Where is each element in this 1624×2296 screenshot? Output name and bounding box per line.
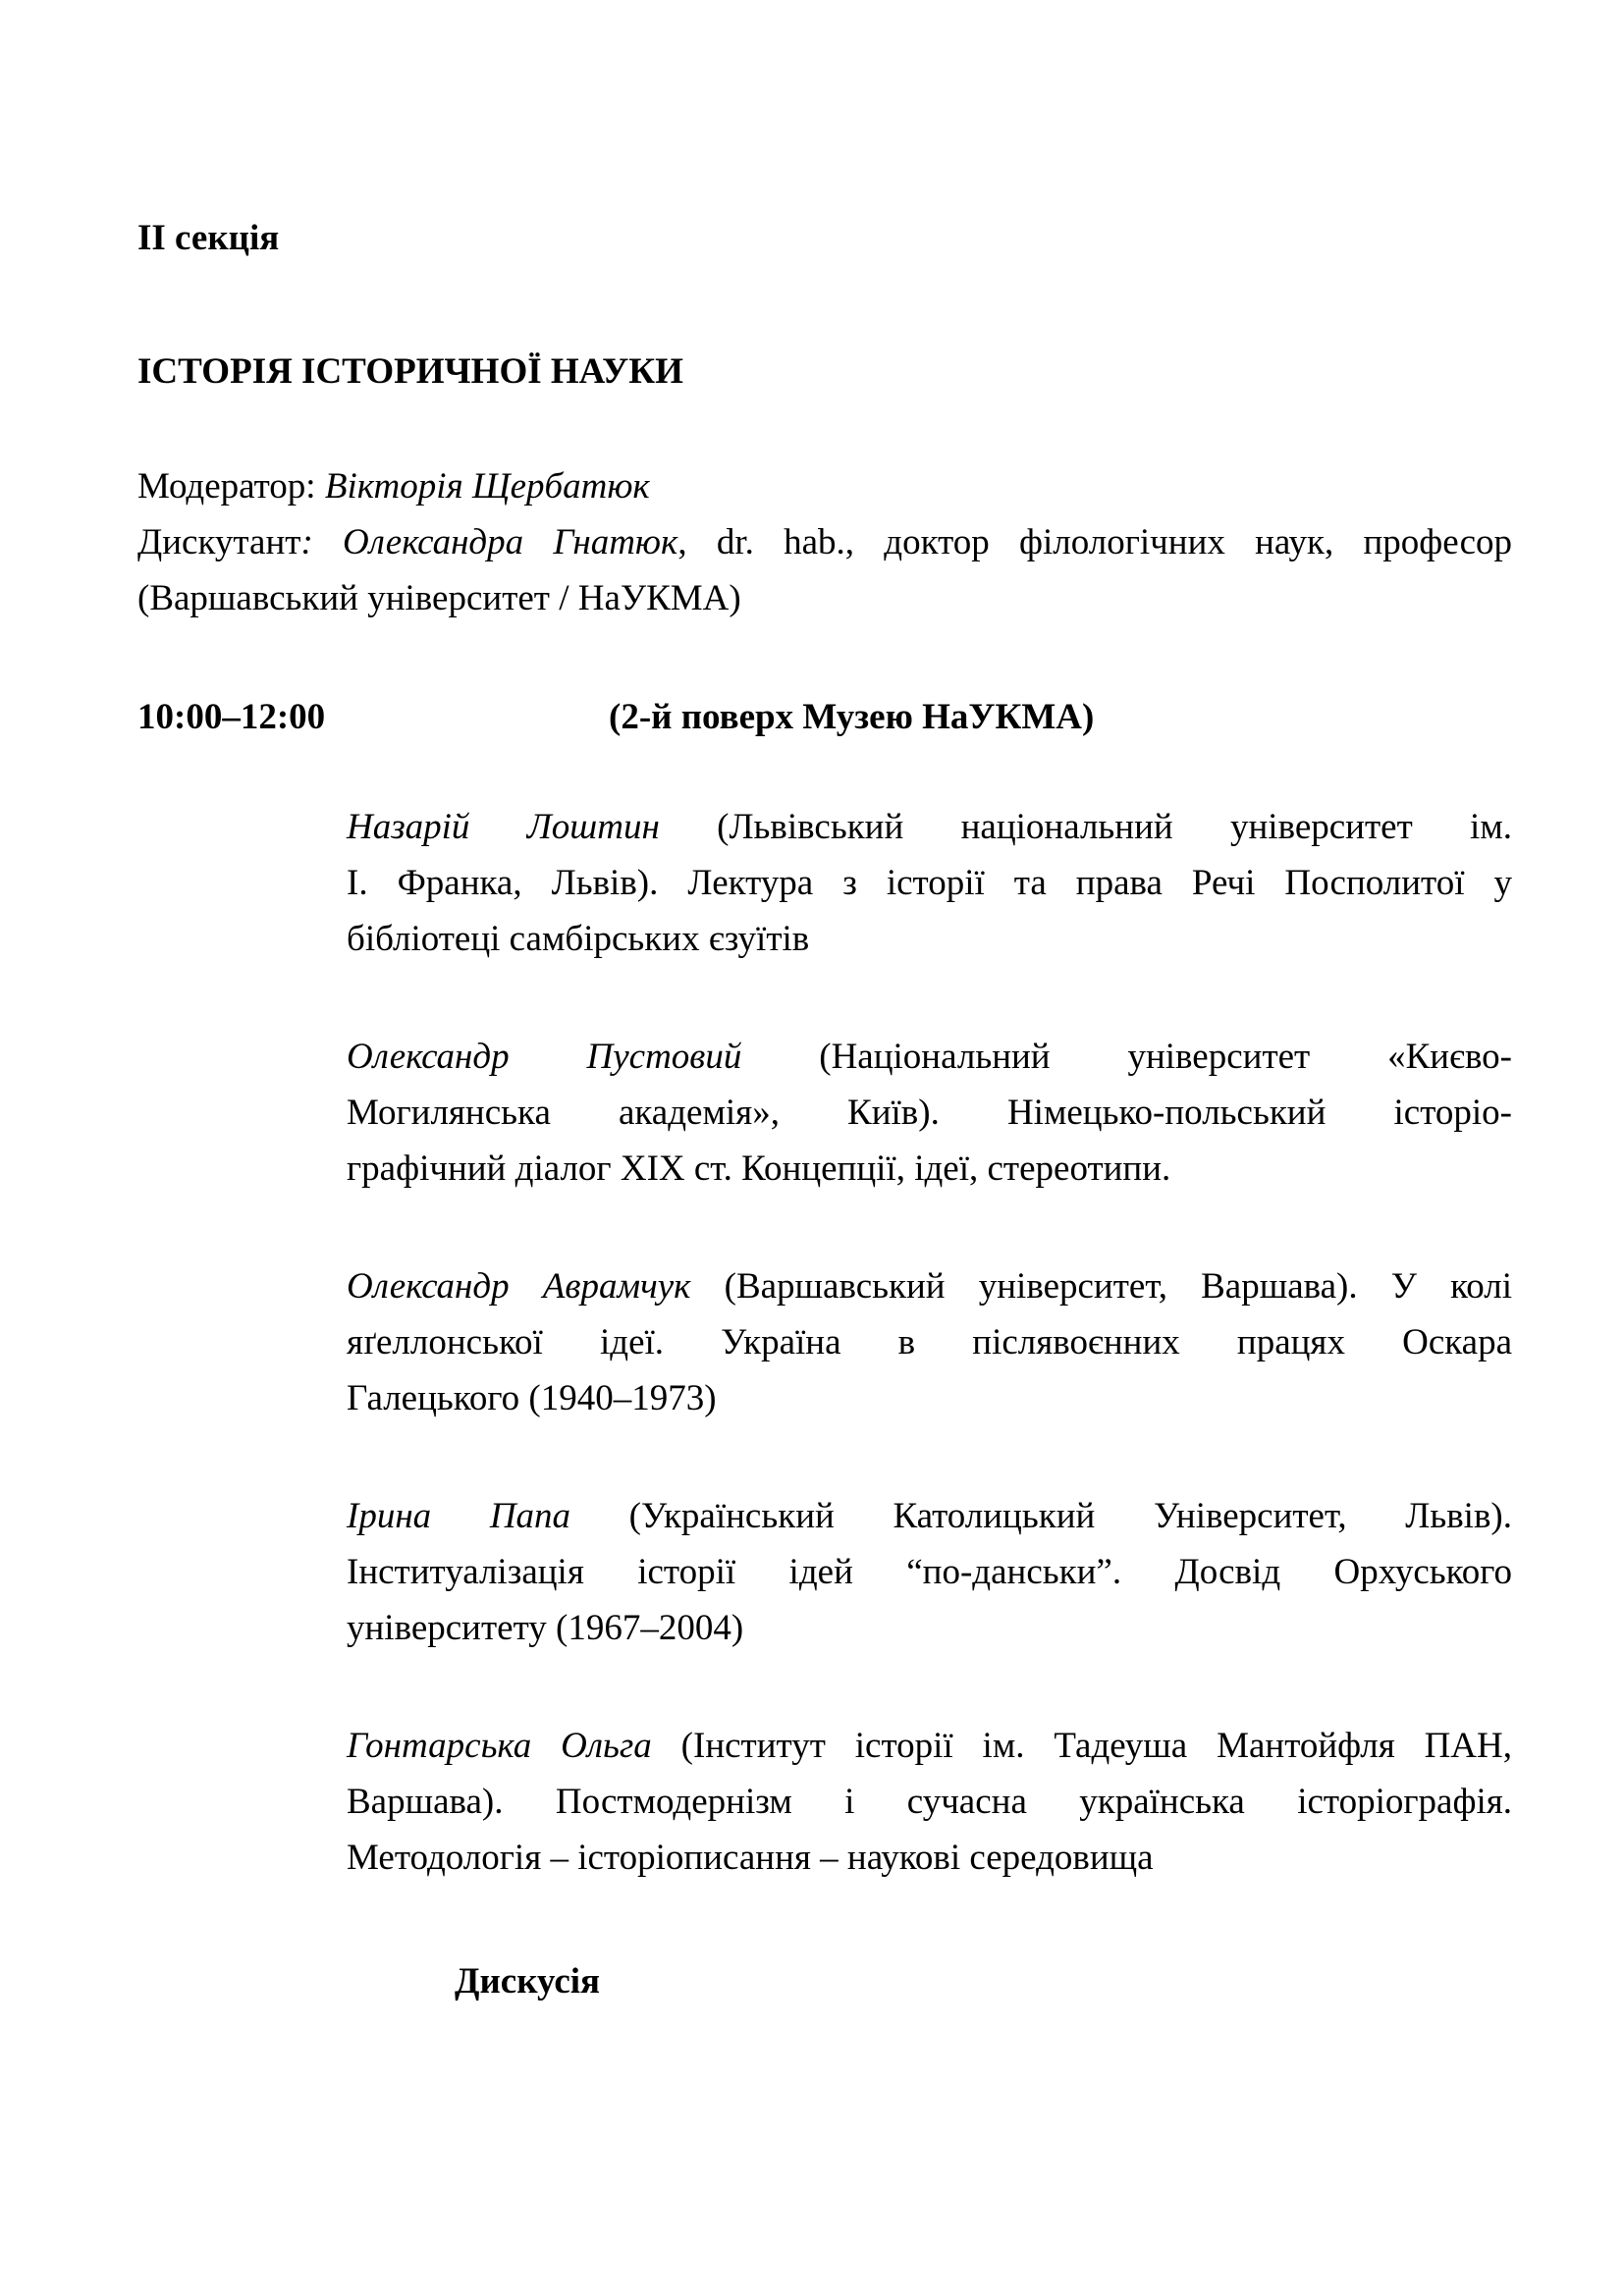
talk-line	[347, 799, 1512, 855]
talk-text: (Інститут історії ім. Тадеуша Мантойфля ПАН,	[651, 1726, 1513, 1766]
talk-line	[347, 1718, 1512, 1774]
session-time: 10:00–12:00	[137, 697, 326, 737]
moderator-name: Вікторія Щербатюк	[324, 466, 650, 507]
talk-item	[347, 1258, 1512, 1426]
talk-item	[347, 1029, 1512, 1197]
talk-text: (Варшавський університет, Варшава). У колі	[690, 1266, 1512, 1307]
talk-text: (Український Католицький Університет, Львів).	[570, 1496, 1512, 1536]
talk-author: Назарій Лоштин	[347, 807, 660, 847]
talk-author: Ірина Папа	[347, 1496, 571, 1536]
discussant-affiliation: (Варшавський університет / НаУКМА)	[137, 578, 741, 618]
discussant-block	[137, 514, 1512, 626]
talk-text: (Львівський національний університет ім.	[659, 807, 1512, 847]
discussant-name: Олександра Гнатюк	[343, 522, 678, 562]
talk-line: Варшава). Постмодернізм і сучасна українська історіографія.	[347, 1782, 1512, 1822]
talk-line: графічний діалог XIX ст. Концепції, ідеї, стереотипи.	[347, 1148, 1171, 1189]
talk-line: Галецького (1940–1973)	[347, 1378, 717, 1418]
talk-item	[347, 799, 1512, 967]
talk-line	[347, 1258, 1512, 1314]
talk-line	[347, 1488, 1512, 1544]
discussant-label: Дискутант	[137, 522, 301, 562]
section-title: ІСТОРІЯ ІСТОРИЧНОЇ НАУКИ	[137, 351, 683, 392]
talk-item	[347, 1718, 1512, 1886]
discussant-colon: :	[300, 522, 344, 562]
talk-line: бібліотеці самбірських єзуїтів	[347, 919, 810, 959]
talk-author: Гонтарська Ольга	[347, 1726, 652, 1766]
moderator-line	[137, 458, 1512, 514]
discussant-details: , dr. hab., доктор філологічних наук, професор	[677, 522, 1512, 562]
talk-author: Олександр Аврамчук	[347, 1266, 691, 1307]
talk-author: Олександр Пустовий	[347, 1037, 742, 1077]
talk-text: (Національний університет «Києво-	[741, 1037, 1512, 1077]
talk-item	[347, 1488, 1512, 1656]
talk-line: університету (1967–2004)	[347, 1608, 744, 1648]
discussion-heading: Дискусія	[455, 1961, 601, 2002]
section-label: II секція	[137, 218, 280, 258]
talk-line: Могилянська академія», Київ). Німецько-польський історіо-	[347, 1093, 1512, 1133]
discussant-line	[137, 514, 1512, 570]
talk-line: І. Франка, Львів). Лектура з історії та права Речі Посполитої у	[347, 863, 1512, 903]
talk-line: Інституалізація історії ідей “по-данськи”. Досвід Орхуського	[347, 1552, 1512, 1592]
session-location: (2-й поверх Музею НаУКМА)	[609, 697, 1095, 737]
talk-line: яґеллонської ідеї. Україна в післявоєнних працях Оскара	[347, 1322, 1512, 1362]
moderator-label: Модератор:	[137, 466, 325, 507]
talk-line: Методологія – історіописання – наукові середовища	[347, 1838, 1154, 1878]
talk-line	[347, 1029, 1512, 1085]
